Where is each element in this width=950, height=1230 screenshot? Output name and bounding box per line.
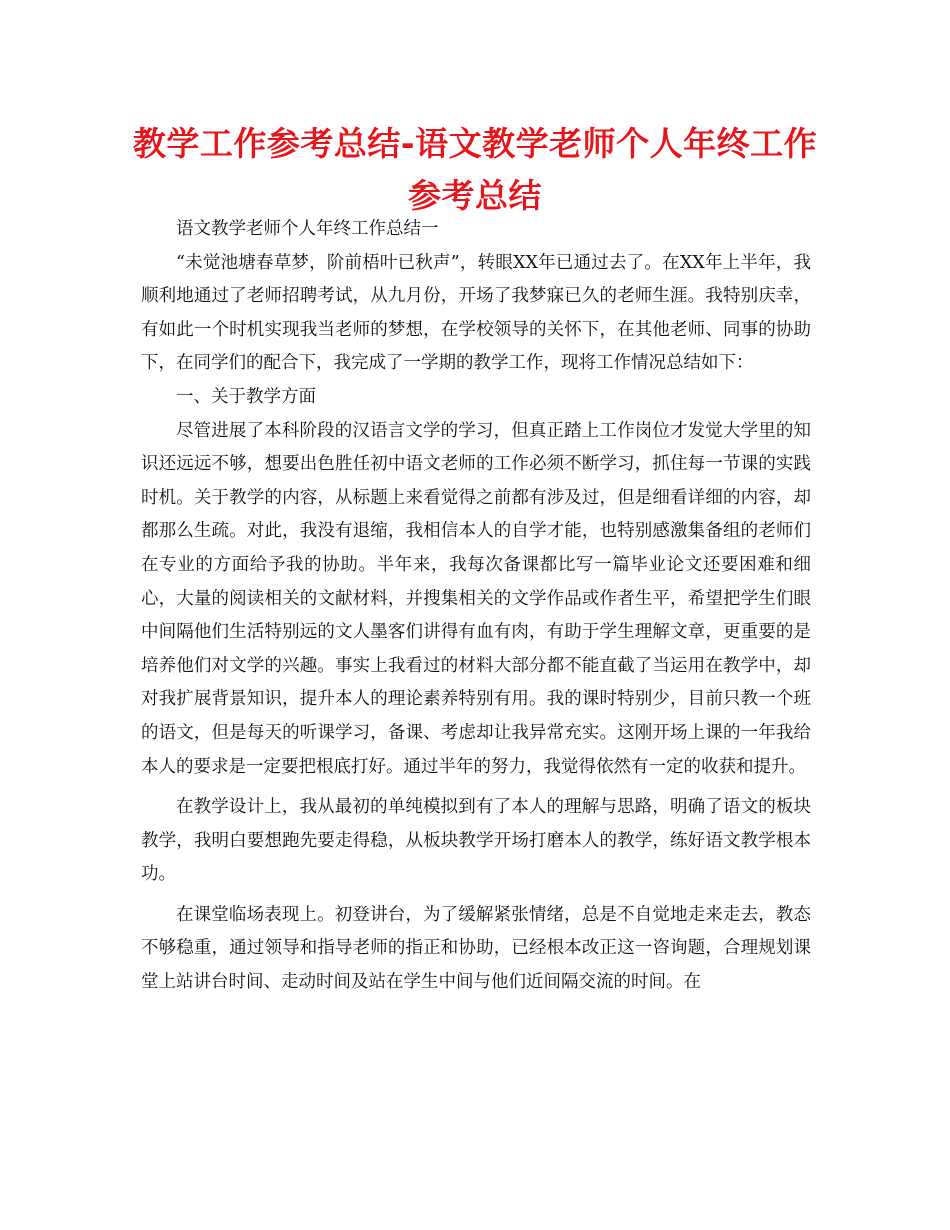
document-body <box>141 213 811 1000</box>
paragraph: 在教学设计上，我从最初的单纯模拟到有了本人的理解与思路，明确了语文的板块教学，我明白要想跑先要走得稳，从板块教学开场打磨本人的教学，练好语文教学根本功。 <box>141 797 811 885</box>
paragraph: 在课堂临场表现上。初登讲台，为了缓解紧张情绪，总是不自觉地走来走去，教态不够稳重，通过领导和指导老师的指正和协助，已经根本改正这一咨询题，合理规划课堂上站讲台时间、走动时间及站在学生中间与他们近间隔交流的时间。在 <box>141 904 811 993</box>
paragraph: 尽管进展了本科阶段的汉语言文学的学习，但真正踏上工作岗位才发觉大学里的知识还远远不够，想要出色胜任初中语文老师的工作必须不断学习，抓住每一节课的实践时机。关于教学的内容，从标题上来看觉得之前都有涉及过，但是细看详细的内容，却都那么生疏。对此，我没有退缩，我相信本人的自学才能，也特别感激集备组的老师们在专业的方面给予我的协助。半年来，我每次备课都比写一篇毕业论文还要困难和细心，大量的阅读相关的文献材料，并搜集相关的文学作品或作者生平，希望把学生们眼中间隔他们生活特别远的文人墨客们讲得有血有肉，有助于学生理解文章，更重要的是培养他们对文学的兴趣。事实上我看过的材料大部分都不能直截了当运用在教学中，却对我扩展背景知识，提升本人的理论素养特别有用。我的课时特别少，目前只教一个班的语文，但是每天的听课学习，备课、考虑却让我异常充实。这刚开场上课的一年我给本人的要求是一定要把根底打好。通过半年的努力，我觉得依然有一定的收获和提升。 <box>141 420 811 777</box>
paragraph: “未觉池塘春草梦，阶前梧叶已秋声”，转眼XX年已通过去了。在XX年上半年，我顺利地通过了老师招聘考试，从九月份，开场了我梦寐已久的老师生涯。我特别庆幸，有如此一个时机实现我当老师的梦想，在学校领导的关怀下，在其他老师、同事的协助下，在同学们的配合下，我完成了一学期的教学工作，现将工作情况总结如下： <box>141 252 811 374</box>
section-heading: 一、关于教学方面 <box>176 386 316 407</box>
document-title: 教学工作参考总结-语文教学老师个人年终工作参考总结 <box>132 124 818 215</box>
section-heading: 语文教学老师个人年终工作总结一 <box>176 219 439 239</box>
